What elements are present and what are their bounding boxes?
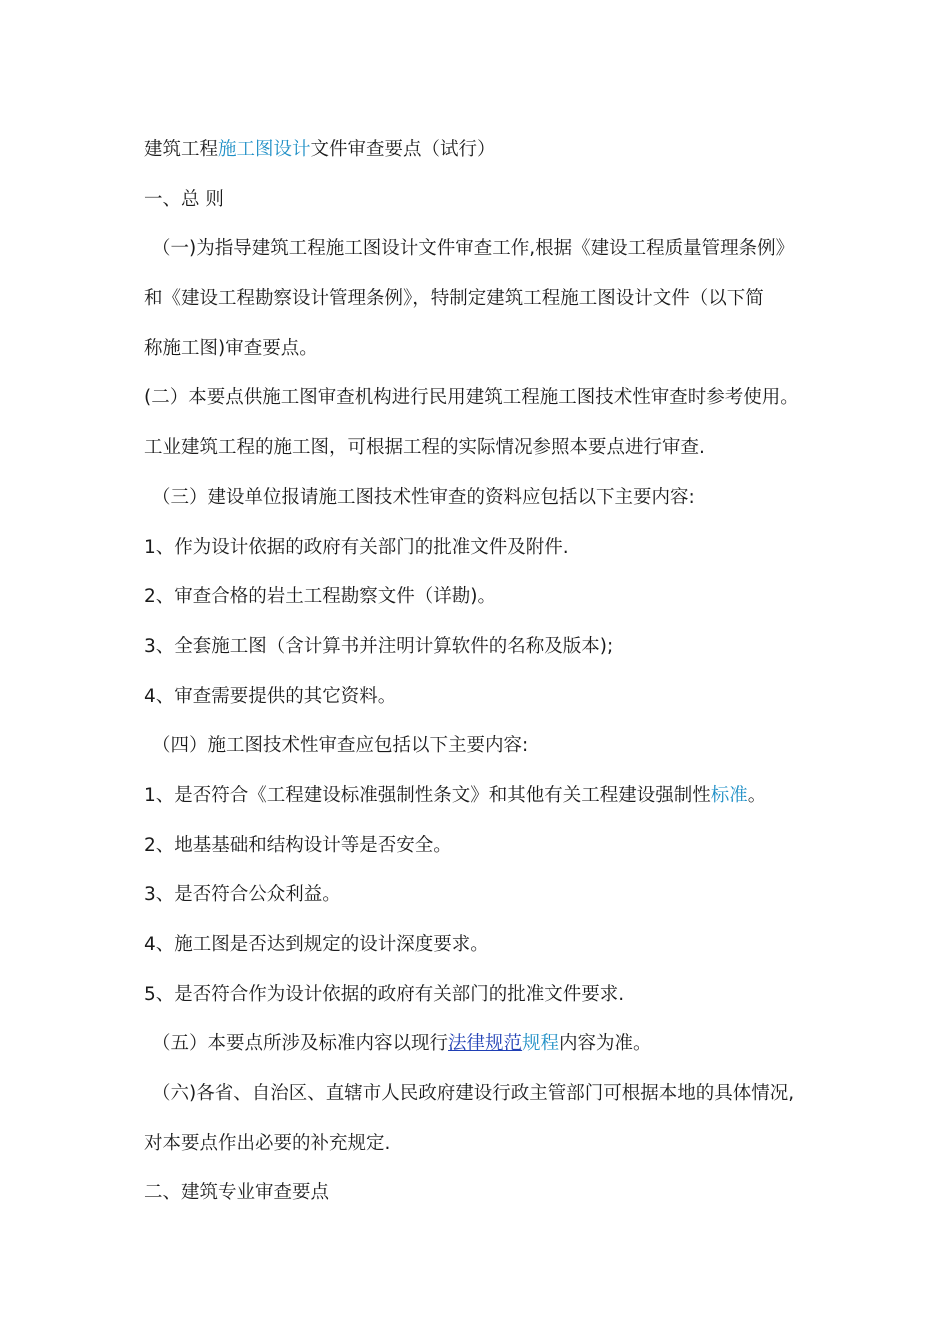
paragraph-6-line-1: （六)各省、自治区、直辖市人民政府建设行政主管部门可根据本地的具体情况, (152, 1083, 795, 1105)
list-item: 5、是否符合作为设计依据的政府有关部门的批准文件要求. (144, 983, 625, 1005)
section-heading-architecture: 二、建筑专业审查要点 (144, 1182, 330, 1204)
paragraph-5-text: （五）本要点所涉及标准内容以现行 (152, 1033, 449, 1055)
list-item-text: 1、是否符合《工程建设标准强制性条文》和其他有关工程建设强制性 (144, 784, 711, 806)
list-item: 2、地基基础和结构设计等是否安全。 (144, 834, 452, 856)
list-item (144, 780, 824, 830)
list-item-end: 。 (747, 784, 767, 806)
paragraph-6-line-2: 对本要点作出必要的补充规定. (144, 1132, 391, 1154)
section-heading-general: 一、总 则 (144, 188, 224, 210)
document-title (144, 134, 824, 184)
paragraph-5-end: 内容为准。 (559, 1033, 652, 1055)
paragraph-4: （四）施工图技术性审查应包括以下主要内容: (152, 735, 529, 757)
paragraph-2-line-2: 工业建筑工程的施工图，可根据工程的实际情况参照本要点进行审查. (144, 437, 705, 459)
paragraph-2-line-1: (二）本要点供施工图审查机构进行民用建筑工程施工图技术性审查时参考使用。 (144, 387, 799, 409)
code-link[interactable]: 规程 (522, 1033, 560, 1055)
paragraph-3: （三）建设单位报请施工图技术性审查的资料应包括以下主要内容: (152, 486, 695, 508)
list-item: 4、审查需要提供的其它资料。 (144, 685, 397, 707)
document-body (144, 134, 824, 1227)
list-item: 2、审查合格的岩土工程勘察文件（详勘)。 (144, 586, 496, 608)
title-link-construction-drawing-design[interactable]: 施工图设计 (218, 139, 311, 160)
paragraph-1-line-2: 和《建设工程勘察设计管理条例》，特制定建筑工程施工图设计文件（以下简 (144, 288, 764, 310)
law-regulation-link[interactable]: 法律规范 (448, 1033, 523, 1055)
paragraph-1-line-3: 称施工图)审查要点。 (144, 337, 318, 359)
list-item: 3、全套施工图（含计算书并注明计算软件的名称及版本); (144, 635, 614, 657)
paragraph-1-line-1: （一)为指导建筑工程施工图设计文件审查工作,根据《建设工程质量管理条例》 (152, 238, 795, 260)
paragraph-5 (144, 1028, 824, 1078)
list-item: 4、施工图是否达到规定的设计深度要求。 (144, 934, 489, 955)
list-item: 1、作为设计依据的政府有关部门的批准文件及附件. (144, 536, 569, 558)
list-item: 3、是否符合公众利益。 (144, 884, 341, 906)
title-prefix: 建筑工程 (144, 139, 219, 160)
standard-link[interactable]: 标准 (710, 784, 748, 806)
title-suffix: 文件审查要点（试行） (310, 139, 496, 160)
